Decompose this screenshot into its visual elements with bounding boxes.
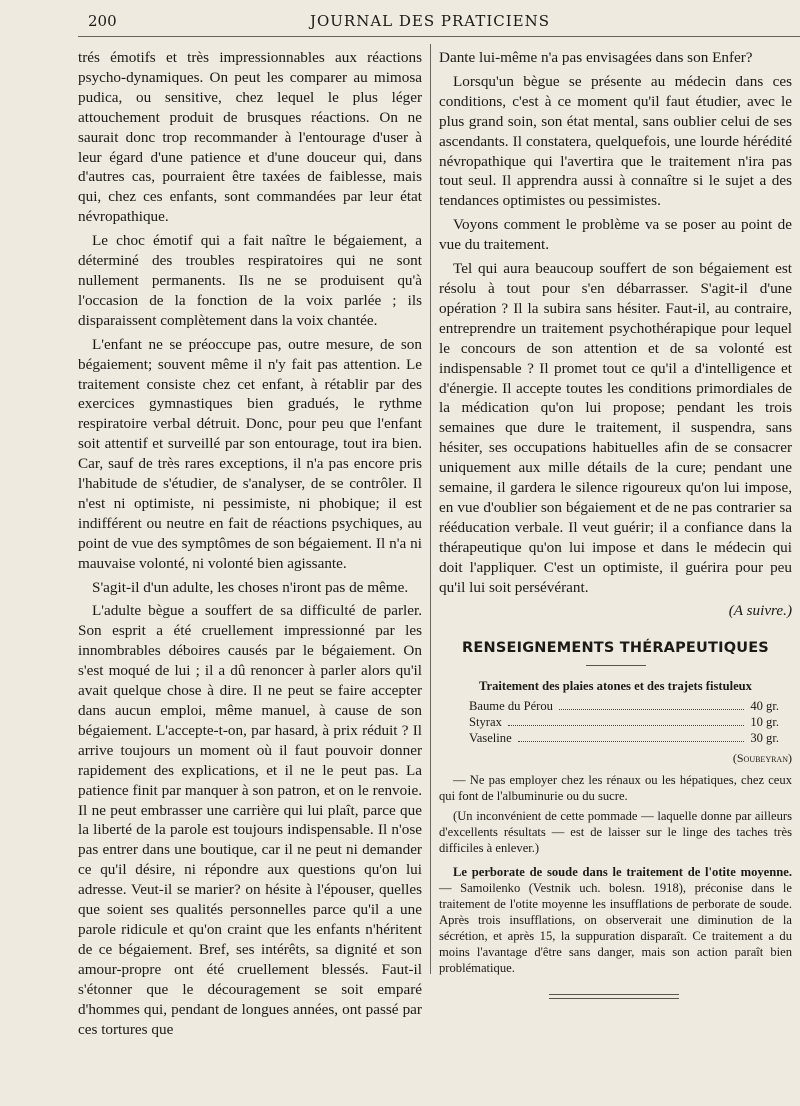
left-column: [78, 48, 422, 1043]
right-column: [439, 48, 792, 999]
item-title: Le perborate de soude dans le traitement de l'otite moyenne.: [453, 865, 792, 880]
paragraph: Tel qui aura beaucoup souffert de son bégaiement est résolu à tout pour s'en débarrasser. S'agit-il d'une opération ? Il la subira sans hésiter. Faut-il, au contraire, entreprendre un traitement psychothérapique pour lequel le concours de son attention et de sa volonté est indispensable ? Il promet tout ce qu'il a d'intelligence et d'énergie. Il accepte toutes les conditions primordiales de la médication qu'on lui propose; pendant les trois semaines que dure le traitement, il suspendra, sans hésiter, ses occupations habituelles afin de se consacrer uniquement aux mille détails de la cure; pendant une semaine, il gardera le silence rigoureux qu'on lui impose, en vue d'oublier son bégaiement et de ne pas contrarier sa rééducation verbale. Il veut guérir; il a confiance dans la thérapeutique qu'on lui impose et dans le médecin qui doit l'appliquer. C'est un optimiste, il guérira pour peu qu'il lui soit persévérant.: [439, 260, 792, 596]
paragraph: L'adulte bègue a souffert de sa difficulté de parler. Son esprit a été cruellement impressionné par les innombrables déboires causés par le bégaiement. On s'est moqué de lui ; il a dû renoncer à parler alors qu'il avait quelque chose à dire. Il ne peut se faire accepter dans aucun emploi, même manuel, à cause de son bégaiement. L'accepte-t-on, par hasard, à prix réduit ? Il arrive toujours un moment où il faut pouvoir donner rapidement des explications, et il ne le peut pas. La patience finit par manquer à son patron, et on le renvoie. Il ne peut embrasser une carrière qui lui plaît, parce que la liberté de la parole est toujours indispensable. Il n'ose pas entrer dans une boutique, car il ne peut ni demander ce qu'il désire, ni répondre aux questions qu'on lui adresse. Veut-il se marier? on hésite à l'épouser, quelles que soient ses qualités personnelles parce qu'il a une parole ridicule et qu'on craint que les enfants n'héritent de ce bégaiement. Bref, ses intérêts, sa dignité et son amour-propre ont été cruellement blessés. Faut-il s'étonner que le découragement se soit emparé d'hommes qui, pendant de longues années, ont passé par ces tortures que: [78, 602, 422, 1038]
ingredient: Vaseline: [469, 731, 512, 746]
section-rule: [586, 665, 646, 666]
item-text: — Samoilenko (Vestnik uch. bolesn. 1918), préconise dans le traitement de l'otite moyenne les insufflations de perborate de soude. Après trois insufflations, on observerait une diminution de la sécrétion, et après 15, la suppuration disparaît. Ce traitement a du moins l'avantage d'être sans danger, mais son action paraît bien problématique.: [439, 881, 792, 976]
therapeutic-item-2: [439, 864, 792, 976]
section-title: RENSEIGNEMENTS THÉRAPEUTIQUES: [462, 640, 769, 657]
paragraph: Dante lui-même n'a pas envisagées dans son Enfer?: [439, 49, 753, 66]
item-title: Traitement des plaies atones et des trajets fistuleux: [479, 679, 752, 694]
header-rule: [78, 36, 800, 37]
to-follow: (A suivre.): [728, 602, 792, 620]
ingredient: Styrax: [469, 715, 502, 730]
therapeutic-item-1: [439, 678, 792, 856]
paragraph: S'agit-il d'un adulte, les choses n'iront pas de même.: [92, 578, 409, 596]
paragraph: Voyons comment le problème va se poser au point de vue du traitement.: [439, 216, 792, 254]
recipe-author: (Soubeyran): [732, 751, 792, 766]
note: — Ne pas employer chez les rénaux ou les hépatiques, chez ceux qui font de l'albuminurie ou du sucre.: [439, 773, 792, 804]
recipe-row: [469, 714, 779, 730]
paragraph: trés émotifs et très impressionnables aux réactions psycho-dynamiques. On peut les comparer au mimosa pudica, ou sensitive, chez lequel le plus léger attouchement produit de brusques réactions. On ne saurait donc trop recommander à l'entourage d'user à leur égard d'une patience et d'une douceur qui, dans d'autres cas, pourraient être taxées de faiblesse, mais qui, chez ces enfants, sont commandées par leur état névropathique.: [78, 49, 422, 226]
paragraph: Lorsqu'un bègue se présente au médecin dans ces conditions, c'est à ce moment qu'il faut étudier, avec le plus grand soin, son état mental, sans oublier celui de ses ascendants. Il constatera, quelquefois, une lourde hérédité névropathique qui l'avertira que le traitement n'ira pas tout seul. Il apprendra aussi à connaître si le sujet a des tendances optimistes ou pessimistes.: [439, 72, 792, 210]
quantity: 10 gr.: [750, 715, 779, 730]
recipe-list: [469, 698, 779, 746]
ingredient: Baume du Pérou: [469, 699, 553, 714]
leader-dots: [508, 714, 744, 726]
running-title: JOURNAL DES PRATICIENS: [309, 12, 551, 30]
page-header: [60, 12, 800, 38]
leader-dots: [559, 698, 744, 710]
note: (Un inconvénient de cette pommade — laquelle donne par ailleurs d'excellents résultats — est de laisser sur le linge des taches très difficiles à enlever.): [439, 809, 792, 856]
closing-rule: [549, 994, 679, 999]
quantity: 30 gr.: [750, 731, 779, 746]
recipe-row: [469, 730, 779, 746]
paragraph: Le choc émotif qui a fait naître le bégaiement, a déterminé des troubles respiratoires qui ne sont nullement permanents. Ils ne se produisent qu'à l'occasion de la fonction de la voix parlée ; ils disparaissent complètement dans la voix chantée.: [78, 232, 422, 329]
leader-dots: [518, 730, 745, 742]
page-number: 200: [88, 12, 117, 30]
quantity: 40 gr.: [750, 699, 779, 714]
column-divider: [430, 44, 431, 974]
item-paragraph: [439, 864, 792, 976]
recipe-row: [469, 698, 779, 714]
paragraph: L'enfant ne se préoccupe pas, outre mesure, de son bégaiement; souvent même il n'y fait pas attention. Le traitement consiste chez cet enfant, à rétablir par des exercices gymnastiques bien gradués, le rythme respiratoire verbal détruit. Donc, pour peu que l'enfant soit attentif et surveillé par son entourage, tout ira bien. Car, sauf de très rares exceptions, il n'a pas encore pris l'habitude de s'étudier, de s'analyser, de se contrôler. Il n'est ni optimiste, ni pessimiste, ni phobique; il est indifférent ou neutre en fait de réactions psychiques, au point de vue des symptômes de son bégaiement. Il n'a ni mauvaise volonté, ni volonté bien agissante.: [78, 335, 422, 572]
